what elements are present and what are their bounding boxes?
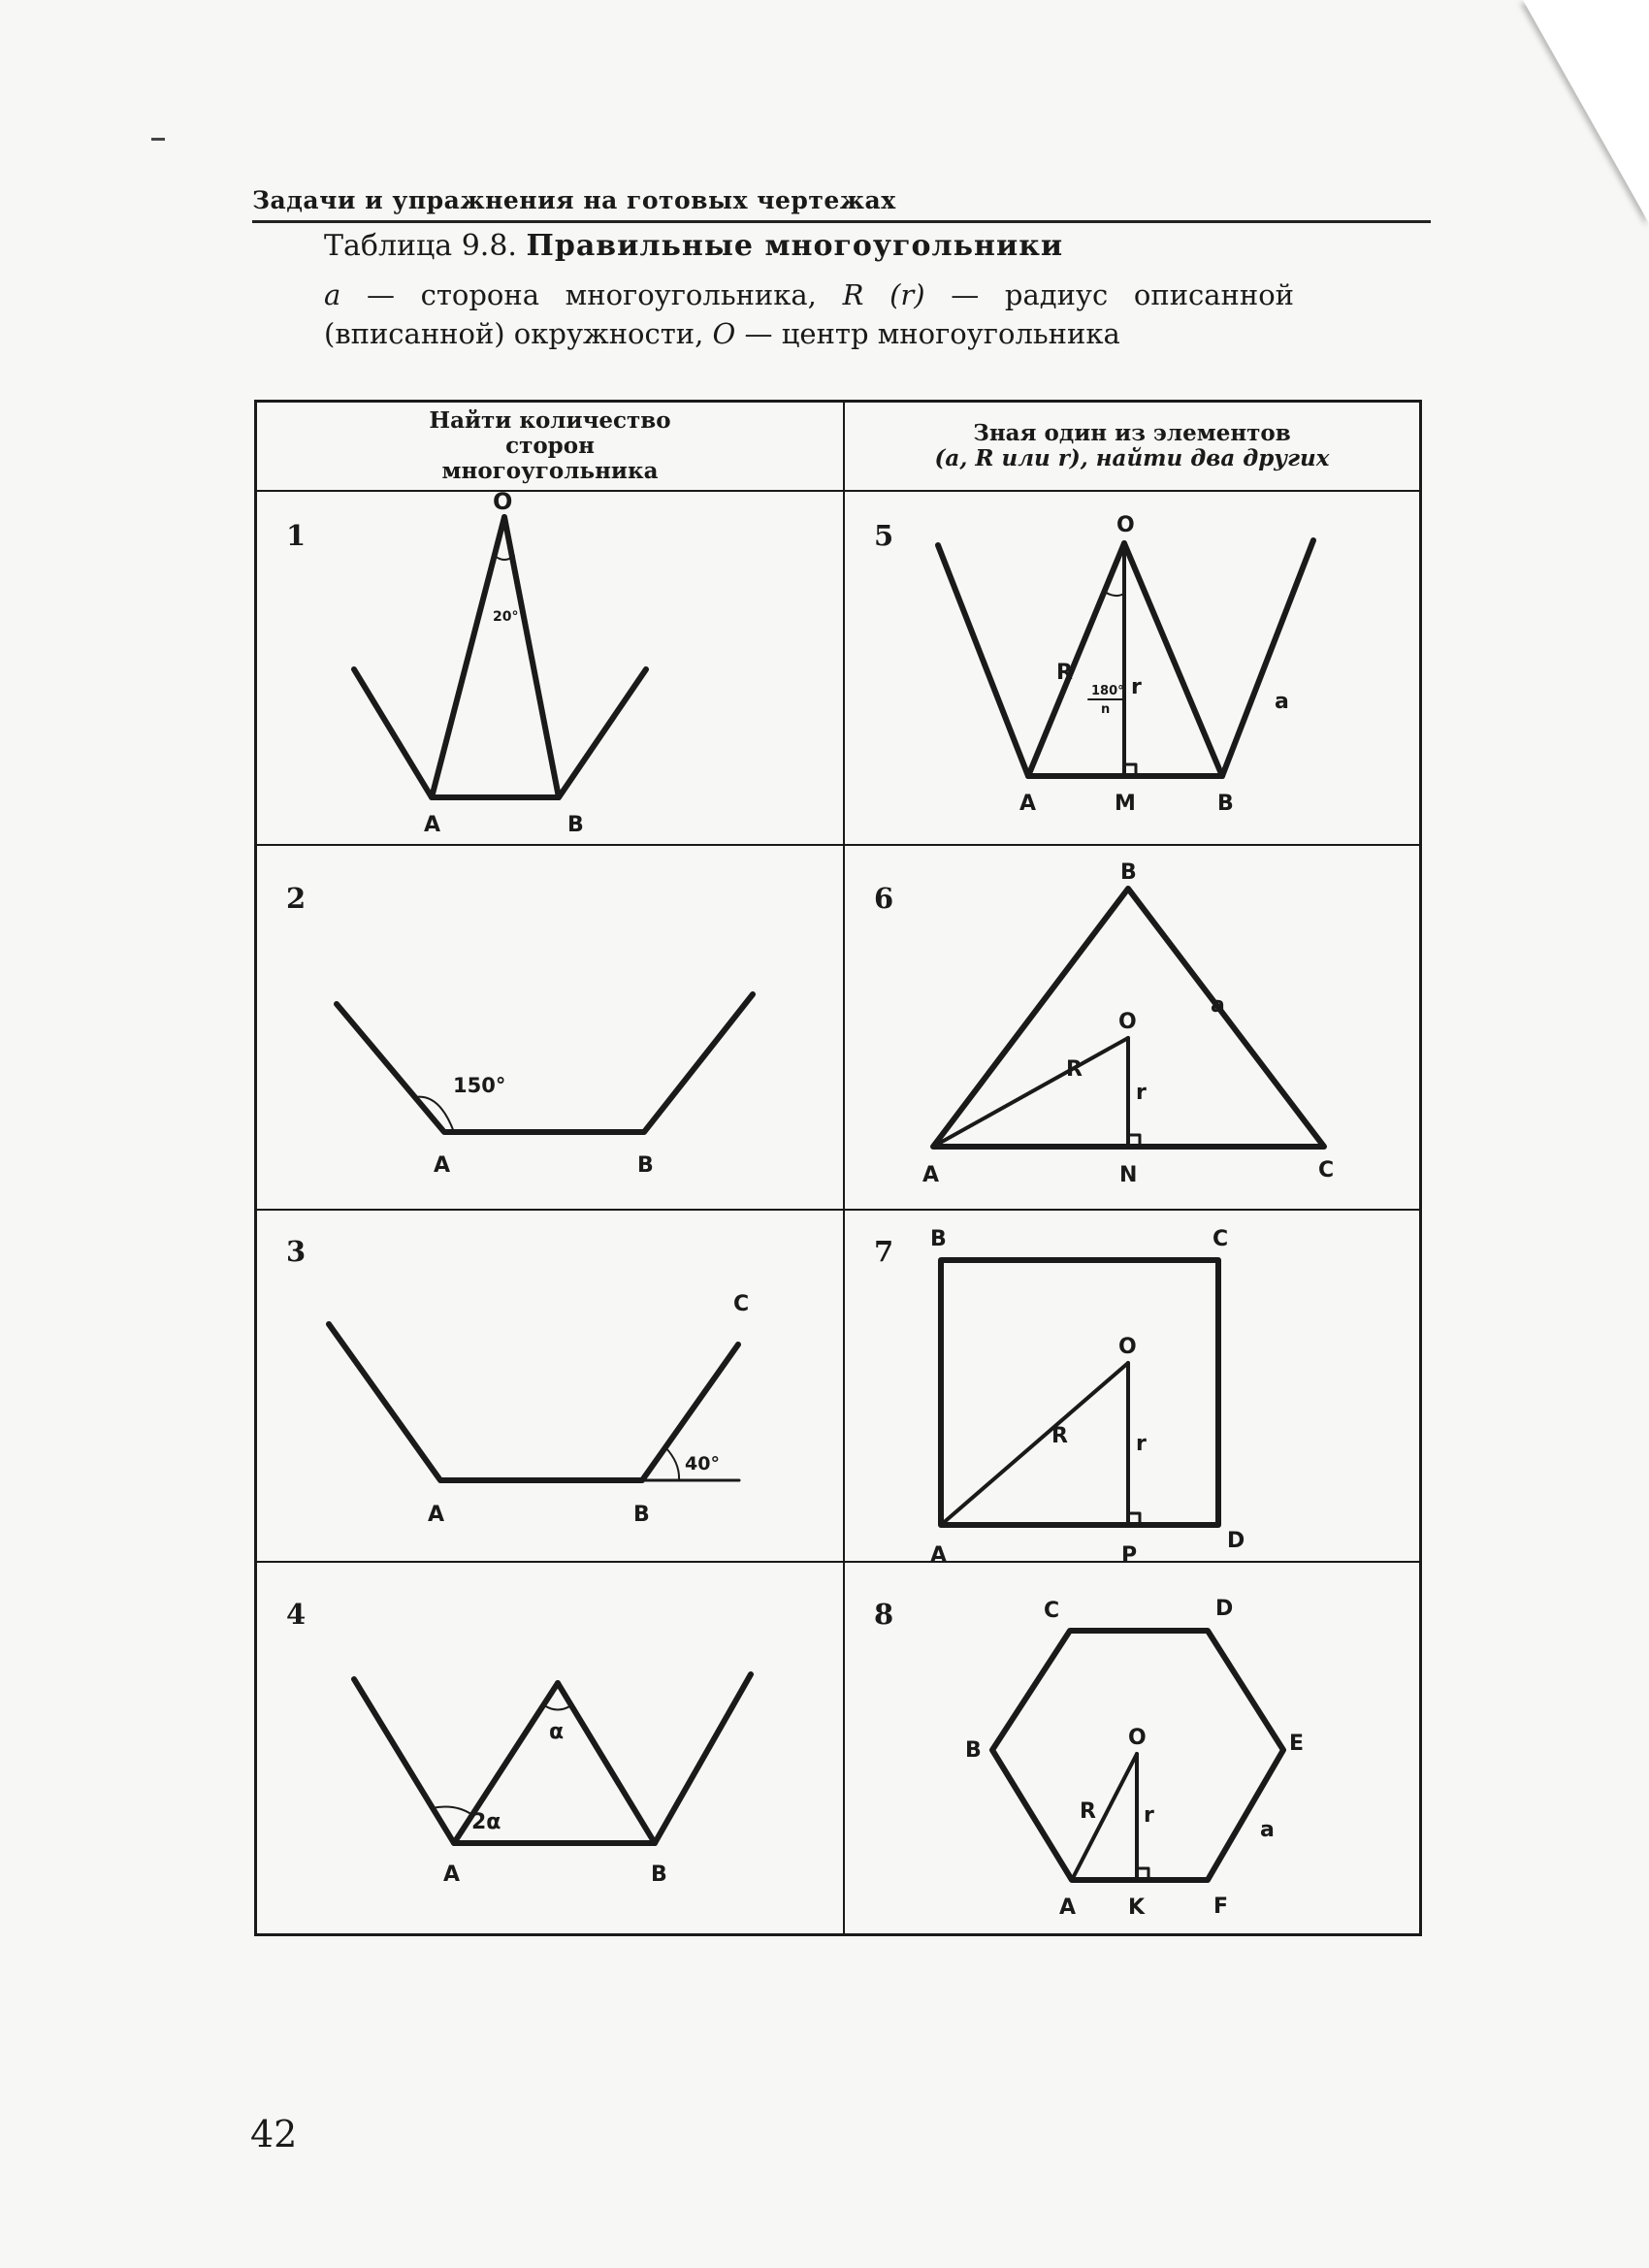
cell-number-8: 8 [874,1598,894,1631]
label-A-7: A [930,1543,948,1568]
label-D-7: D [1227,1529,1245,1553]
label-B-3: B [633,1503,650,1527]
legend [324,275,1294,353]
cell-number-5: 5 [874,519,894,552]
label-R-8: R [1080,1799,1096,1824]
scan-mark [151,138,165,141]
angle-label-3: 40° [685,1453,720,1474]
label-E-8: E [1289,1732,1305,1756]
label-B-4: B [651,1863,667,1887]
label-R-7: R [1051,1424,1068,1448]
diagram-5 [938,540,1313,776]
fraction-numerator-5: 180° [1091,684,1124,698]
fraction-denominator-5: n [1101,702,1111,717]
radius-OB-5 [1124,543,1222,776]
cell-number-4: 4 [286,1598,307,1631]
legend-line-1: a — сторона многоугольника, R (r) — радиус описанной [324,278,1294,311]
label-A-6: A [922,1163,940,1187]
cell-number-7: 7 [874,1235,894,1268]
header-right: Зная один из элементов (a, R или r), найти два других [934,420,1330,471]
label-a-5: a [1275,690,1289,714]
label-r-8: r [1144,1803,1154,1828]
label-A-2: A [434,1153,451,1178]
label-O-8: O [1128,1726,1147,1750]
alpha-label-4: α [549,1720,565,1744]
radius-R-7 [941,1363,1128,1525]
cell-number-6: 6 [874,882,894,915]
label-A-4: A [443,1863,461,1887]
cell-number-1: 1 [286,519,307,552]
angle-label-1: 20° [493,609,519,625]
diagrams [257,403,1419,1933]
diagonal-BC-4 [558,1683,655,1843]
label-M-5: M [1115,792,1136,816]
page-number: 42 [250,2113,298,2155]
polygon-sides-3 [329,1324,738,1480]
radius-OA-1 [432,517,504,797]
radius-OB-1 [504,517,559,797]
cell-number-3: 3 [286,1235,307,1268]
label-R-6: R [1066,1057,1083,1082]
label-B-5: B [1217,792,1234,816]
square-7 [941,1260,1218,1525]
label-A-8: A [1059,1895,1077,1920]
radius-R-6 [933,1038,1128,1147]
angle-arc-5 [1105,592,1124,596]
diagram-4 [354,1674,751,1843]
polygon-table [254,400,1422,1936]
label-O-1: O [493,488,513,515]
label-O-5: O [1116,513,1135,537]
diagram-3 [329,1324,739,1480]
legend-line-2: (вписанной) окружности, O — центр многоугольника [324,317,1120,350]
table-caption [324,229,1063,263]
diagram-7 [941,1260,1218,1525]
cell-number-2: 2 [286,882,307,915]
label-C-6: C [1318,1158,1335,1183]
label-B-6: B [1120,860,1137,885]
label-r-7: r [1136,1432,1147,1456]
table-number: Таблица 9.8. [324,229,517,263]
label-a-6: a [1211,993,1225,1018]
diagonal-AC-4 [454,1683,558,1843]
label-B-7: B [930,1227,947,1251]
diagram-2 [337,994,753,1132]
label-C-7: C [1212,1227,1229,1251]
label-r-6: r [1136,1081,1147,1105]
label-O-6: O [1118,1010,1137,1034]
radius-R-5 [1028,543,1124,776]
polygon-sides-4 [354,1674,751,1843]
label-N-6: N [1119,1163,1138,1187]
label-r-5: r [1131,675,1142,699]
polygon-sides-2 [337,994,753,1132]
polygon-sides-1 [354,669,646,797]
label-B-8: B [965,1738,982,1763]
label-D-8: D [1215,1597,1234,1621]
label-C-8: C [1044,1599,1060,1623]
label-a-8: a [1260,1818,1275,1842]
label-B-2: B [637,1153,654,1178]
label-P-7: P [1121,1543,1138,1568]
folded-page-corner [1523,0,1649,223]
label-A-3: A [428,1503,445,1527]
diagram-8 [992,1631,1283,1880]
header-left: Найти количество сторон многоугольника [429,407,671,484]
label-A-5: A [1019,792,1037,816]
angle-label-2: 150° [453,1074,506,1097]
table-title: Правильные многоугольники [526,229,1064,263]
diagram-1 [354,517,646,797]
label-A-1: A [424,813,441,837]
label-R-5: R [1056,661,1073,685]
angle-arc-3 [665,1447,679,1480]
label-C-3: C [733,1292,750,1316]
two-alpha-label-4: 2α [471,1810,501,1834]
label-F-8: F [1213,1895,1229,1919]
label-O-7: O [1118,1335,1137,1359]
running-head: Задачи и упражнения на готовых чертежах [252,186,1431,223]
angle-arc-alpha-4 [544,1705,571,1710]
label-B-1: B [567,813,584,837]
label-K-8: K [1128,1895,1146,1920]
